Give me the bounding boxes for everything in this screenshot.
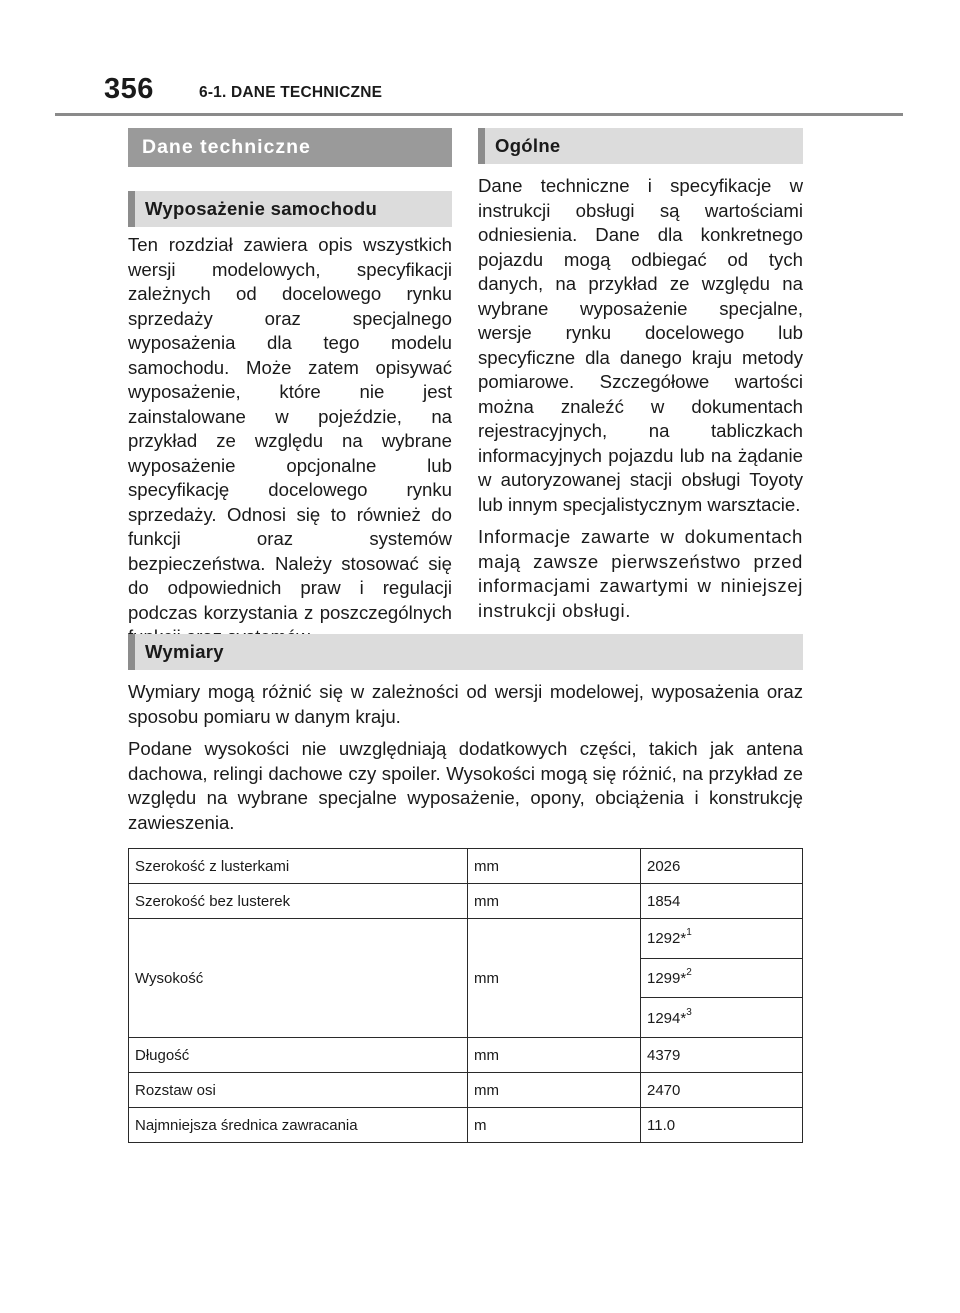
chapter-title: 6-1. DANE TECHNICZNE xyxy=(199,84,383,101)
table-cell-value: 2470 xyxy=(641,1073,803,1108)
table-row xyxy=(129,1073,803,1108)
main-title: Dane techniczne xyxy=(128,128,452,167)
footnote-ref-3: 3 xyxy=(686,1006,692,1018)
height-value-1: 1292* xyxy=(647,930,687,948)
table-cell-label: Najmniejsza średnica zawracania xyxy=(129,1108,468,1143)
table-cell-label: Wysokość xyxy=(129,919,468,1038)
table-cell-label: Szerokość bez lusterek xyxy=(129,884,468,919)
height-value-2: 1299* xyxy=(647,969,687,987)
section-heading-general: Ogólne xyxy=(478,128,803,164)
table-cell-label: Szerokość z lusterkami xyxy=(129,849,468,884)
table-cell-unit: mm xyxy=(468,1073,641,1108)
dimensions-paragraph-1: Wymiary mogą różnić się w zależności od wersji modelowej, wyposażenia oraz sposobu pomiaru w danym kraju. xyxy=(128,681,803,727)
table-cell-unit: mm xyxy=(468,919,641,1038)
left-column xyxy=(128,128,452,650)
table-cell-value: 1854 xyxy=(641,884,803,919)
table-row xyxy=(129,919,803,959)
table-cell-value xyxy=(641,958,803,998)
table-cell-value xyxy=(641,998,803,1038)
table-cell-label: Rozstaw osi xyxy=(129,1073,468,1108)
dimensions-section xyxy=(128,634,803,835)
page-number: 356 xyxy=(104,73,154,105)
section-heading-dimensions: Wymiary xyxy=(128,634,803,670)
table-cell-value: 2026 xyxy=(641,849,803,884)
height-value-3: 1294* xyxy=(647,1009,687,1027)
table-cell-value: 4379 xyxy=(641,1038,803,1073)
right-column xyxy=(478,128,803,623)
footnote-ref-2: 2 xyxy=(686,966,692,978)
table-row xyxy=(129,884,803,919)
dimensions-table xyxy=(128,848,803,1143)
table-cell-unit: m xyxy=(468,1108,641,1143)
table-cell-unit: mm xyxy=(468,1038,641,1073)
table-cell-value: 11.0 xyxy=(641,1108,803,1143)
documents-paragraph: Informacje zawarte w dokumentach mają zawsze pierwszeństwo przed informacjami zawartymi w niniejszej instrukcji obsługi. xyxy=(478,526,803,621)
table-row xyxy=(129,1108,803,1143)
table-cell-unit: mm xyxy=(468,884,641,919)
footnote-ref-1: 1 xyxy=(686,927,692,939)
general-paragraph: Dane techniczne i specyfikacje w instrukcji obsługi są wartościami odniesienia. Dane dla konkretnego pojazdu mogą odbiegać od tych danych, na przykład ze względu na wybrane wyposażenie specjalne, wersje rynku docelowego lub specyficzne dla danego kraju metody pomiarowe. Szczegółowe wartości można znaleźć w dokumentach rejestracyjnych, na tabliczkach informacyjnych pojazdu lub na żądanie w autoryzowanej stacji obsługi Toyoty lub innym specjalistycznym warsztacie. xyxy=(478,175,803,515)
equipment-paragraph: Ten rozdział zawiera opis wszystkich wersji modelowych, specyfikacji zależnych od docelowego rynku sprzedaży oraz specjalnego wyposażenia dla tego modelu samochodu. Może zatem opisywać wyposażenie, które nie jest zainstalowane w pojeździe, na przykład ze względu na wybrane wyposażenie opcjonalne lub specyfikację docelowego rynku sprzedaży. Odnosi się to również do funkcji oraz systemów bezpieczeństwa. Należy stosować się do odpowiednich praw i regulacji podczas korzystania z poszczególnych xyxy=(128,234,452,623)
table-cell-value xyxy=(641,919,803,959)
table-row xyxy=(129,849,803,884)
table-cell-unit: mm xyxy=(468,849,641,884)
section-heading-equipment: Wyposażenie samochodu xyxy=(128,191,452,227)
table-row xyxy=(129,1038,803,1073)
dimensions-paragraph-2: Podane wysokości nie uwzględniają dodatkowych części, takich jak antena dachowa, relingi dachowe czy spoiler. Wysokości mogą się różnić, na przykład ze względu na wybrane specjalne wyposażenie, opony, obciążenia i konstrukcję zawieszenia. xyxy=(128,738,803,833)
table-cell-label: Długość xyxy=(129,1038,468,1073)
header-rule xyxy=(55,113,903,116)
